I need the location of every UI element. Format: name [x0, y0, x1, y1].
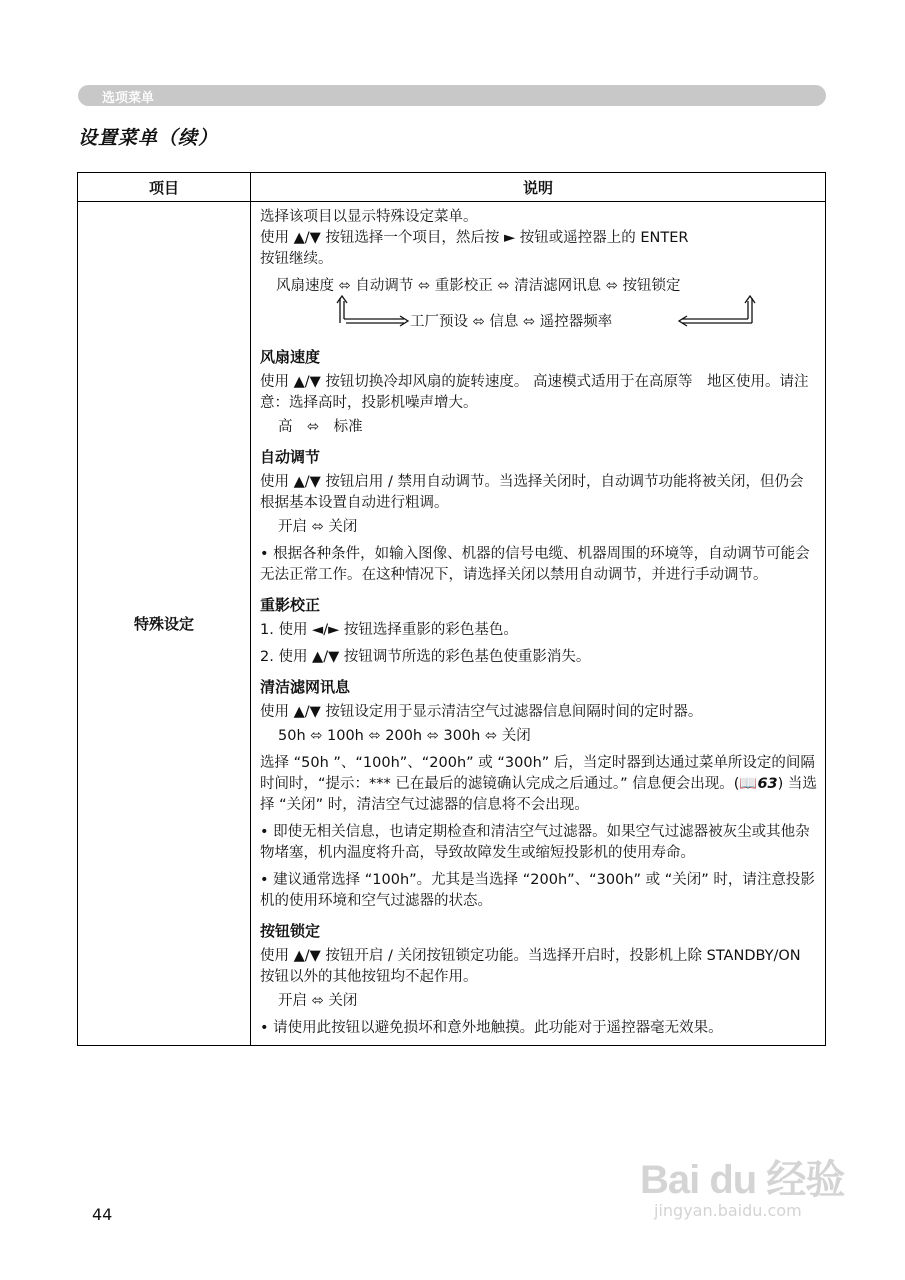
button-lock-description: 使用 ▲/▼ 按钮开启 / 关闭按钮锁定功能。当选择开启时，投影机上除 STANDBY/ON 按钮以外的其他按钮均不起作用。: [260, 948, 801, 985]
table-row: [78, 202, 826, 1046]
filter-message-heading: 清洁滤网讯息: [260, 678, 351, 696]
fan-speed-description: 使用 ▲/▼ 按钮切换冷却风扇的旋转速度。 高速模式适用于在高原等 地区使用。请注意：选择高时，投影机噪声增大。: [260, 374, 809, 411]
intro-line-2: 使用 ▲/▼ 按钮选择一个项目，然后按 ► 按钮或遥控器上的 ENTER: [260, 230, 689, 246]
page-reference: 63: [757, 776, 778, 792]
section-label: 选项菜单: [102, 91, 155, 106]
button-lock-options: 开启 ⬄ 关闭: [278, 993, 358, 1009]
filter-detail-part-a: 选择 “50h ”、“100h”、“200h” 或 “300h” 后，当定时器到达通过菜单所设定的间隔时间时，“提示：*** 已在最后的滤镜确认完成之后通过。” 信息便会出现。(: [260, 755, 815, 792]
filter-message-detail: [260, 753, 817, 816]
page-number: 44: [92, 1205, 113, 1224]
ghost-heading: 重影校正: [260, 596, 321, 614]
cycle-bottom-row: 工厂预设 ⬄ 信息 ⬄ 遥控器频率: [410, 314, 613, 330]
intro-line-3: 按钮继续。: [260, 251, 333, 267]
description-cell: [251, 202, 826, 1046]
watermark: [640, 1148, 844, 1220]
column-header-description: 说明: [251, 173, 826, 202]
book-icon: 📖: [739, 776, 758, 792]
ghost-step-1: 1. 使用 ◄/► 按钮选择重影的彩色基色。: [260, 622, 518, 638]
filter-detail-part-b: ) 当选择 “关闭” 时，清洁空气过滤器的信息将不会出现。: [260, 776, 817, 813]
button-lock-heading: 按钮锁定: [260, 922, 321, 940]
page-title: 设置菜单（续）: [78, 127, 219, 149]
cycle-top-row: 风扇速度 ⬄ 自动调节 ⬄ 重影校正 ⬄ 清洁滤网讯息 ⬄ 按钮锁定: [276, 278, 681, 294]
intro-line-1: 选择该项目以显示特殊设定菜单。: [260, 209, 478, 225]
watermark-logo: Bai du 经验: [640, 1158, 845, 1202]
auto-adjust-note: • 根据各种条件，如输入图像、机器的信号电缆、机器周围的环境等，自动调节可能会无法正常工作。在这种情况下，请选择关闭以禁用自动调节，并进行手动调节。: [260, 546, 810, 583]
filter-message-description: 使用 ▲/▼ 按钮设定用于显示清洁空气过滤器信息间隔时间的定时器。: [260, 704, 703, 720]
filter-note-1: • 即使无相关信息，也请定期检查和清洁空气过滤器。如果空气过滤器被灰尘或其他杂物堵塞，机内温度将升高，导致故障发生或缩短投影机的使用寿命。: [260, 824, 810, 861]
column-header-item: 项目: [78, 173, 251, 202]
fan-speed-heading: 风扇速度: [260, 348, 321, 366]
button-lock-note: • 请使用此按钮以避免损坏和意外地触摸。此功能对于遥控器毫无效果。: [260, 1020, 723, 1036]
watermark-url: jingyan.baidu.com: [654, 1201, 802, 1220]
item-name: 特殊设定: [78, 202, 251, 1046]
settings-table: [77, 172, 826, 1046]
auto-adjust-description: 使用 ▲/▼ 按钮启用 / 禁用自动调节。当选择关闭时，自动调节功能将被关闭，但仍会根据基本设置自动进行粗调。: [260, 474, 804, 511]
filter-note-2: • 建议通常选择 “100h”。尤其是当选择 “200h”、“300h” 或 “关闭” 时，请注意投影机的使用环境和空气过滤器的状态。: [260, 872, 815, 909]
auto-adjust-heading: 自动调节: [260, 448, 321, 466]
fan-speed-options: 高 ⬄ 标准: [278, 419, 363, 435]
menu-cycle-diagram: [260, 276, 817, 338]
section-header-bar: [78, 85, 826, 106]
ghost-step-2: 2. 使用 ▲/▼ 按钮调节所选的彩色基色使重影消失。: [260, 649, 591, 665]
filter-message-options: 50h ⬄ 100h ⬄ 200h ⬄ 300h ⬄ 关闭: [278, 728, 531, 744]
table-header-row: [78, 173, 826, 202]
auto-adjust-options: 开启 ⬄ 关闭: [278, 519, 358, 535]
